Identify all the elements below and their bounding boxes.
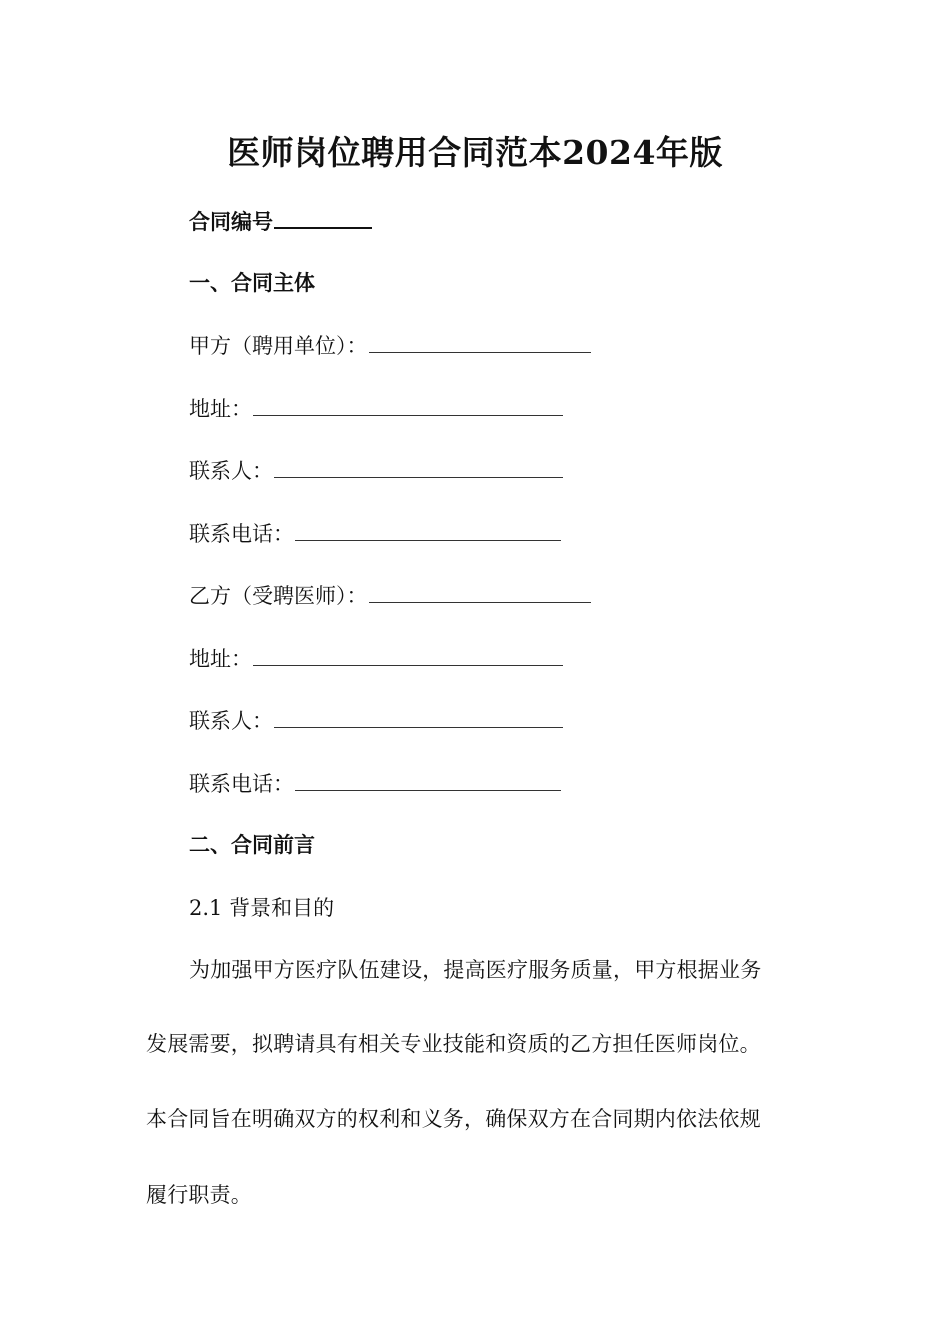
contract-number-row <box>189 205 372 237</box>
party-b-contact-blank[interactable] <box>274 705 563 728</box>
party-a-address-label: 地址： <box>189 397 252 421</box>
section-2-subheading: 2.1 背景和目的 <box>189 896 335 920</box>
section-1-heading: 一、合同主体 <box>189 270 315 295</box>
party-a-phone-label: 联系电话： <box>189 522 294 546</box>
party-a-label: 甲方（聘用单位）： <box>189 334 368 358</box>
paragraph-line: 本合同旨在明确双方的权利和义务，确保双方在合同期内依法依规 <box>146 1107 761 1131</box>
party-b-row <box>189 580 591 611</box>
party-a-row <box>189 330 591 361</box>
party-a-contact-row <box>189 455 563 486</box>
party-a-phone-row <box>189 518 561 549</box>
document-title: 医师岗位聘用合同范本2024年版 <box>227 133 723 172</box>
paragraph-line: 为加强甲方医疗队伍建设，提高医疗服务质量，甲方根据业务 <box>189 958 762 982</box>
party-b-phone-label: 联系电话： <box>189 772 294 796</box>
party-b-phone-blank[interactable] <box>295 768 561 791</box>
party-b-address-row <box>189 643 563 674</box>
party-a-address-row <box>189 393 563 424</box>
party-b-address-blank[interactable] <box>253 643 563 666</box>
contract-number-blank[interactable] <box>274 205 372 229</box>
party-b-contact-row <box>189 705 563 736</box>
party-a-phone-blank[interactable] <box>295 518 561 541</box>
section-2-heading: 二、合同前言 <box>189 832 315 857</box>
party-a-blank[interactable] <box>369 330 591 353</box>
party-b-blank[interactable] <box>369 580 591 603</box>
party-b-address-label: 地址： <box>189 647 252 671</box>
paragraph-line: 发展需要，拟聘请具有相关专业技能和资质的乙方担任医师岗位。 <box>146 1032 761 1056</box>
contract-number-label: 合同编号 <box>189 209 273 234</box>
party-b-contact-label: 联系人： <box>189 709 273 733</box>
party-b-label: 乙方（受聘医师）： <box>189 584 368 608</box>
party-a-address-blank[interactable] <box>253 393 563 416</box>
party-a-contact-label: 联系人： <box>189 459 273 483</box>
party-b-phone-row <box>189 768 561 799</box>
party-a-contact-blank[interactable] <box>274 455 563 478</box>
paragraph-line: 履行职责。 <box>146 1183 252 1207</box>
